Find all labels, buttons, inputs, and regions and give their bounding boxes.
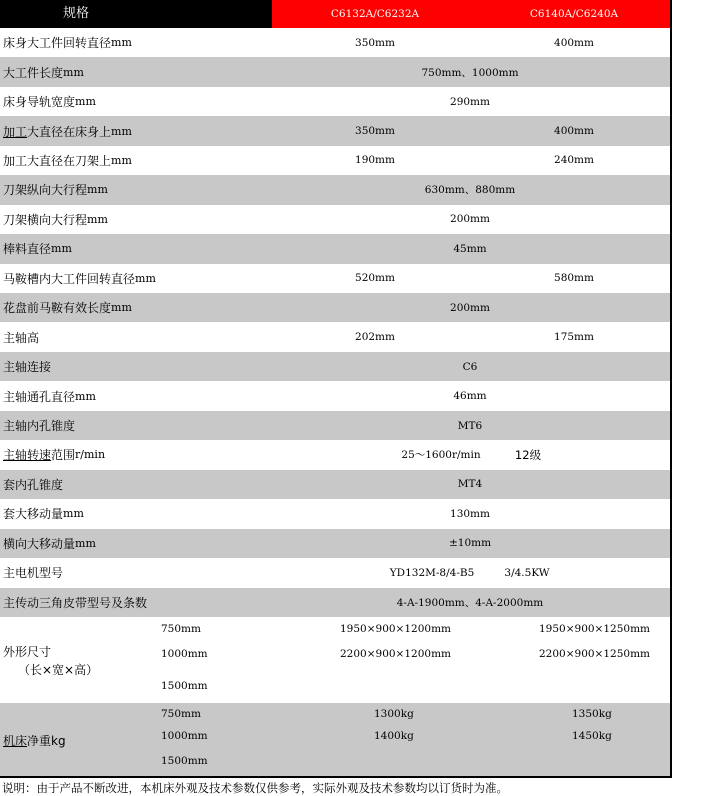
- spec-label: 棒料直径 mm: [3, 242, 72, 257]
- spec-row: [0, 87, 670, 116]
- weight-length-750: 750mm: [161, 708, 201, 720]
- spec-label: 刀架纵向大行程 mm: [3, 183, 108, 198]
- spec-value: MT4: [457, 478, 483, 491]
- spec-value-model-1: 190mm: [355, 154, 395, 167]
- dims-label-sub: （长×宽×高）: [18, 663, 99, 677]
- weight-c2-750: 1350kg: [572, 708, 612, 720]
- spec-value: 4-A-1900mm、4-A-2000mm: [396, 596, 544, 609]
- spec-row: [0, 470, 670, 499]
- spec-label: 横向大移动量 mm: [3, 536, 96, 551]
- spec-value: 630mm、880mm: [424, 184, 516, 197]
- spec-row: [0, 323, 670, 352]
- spec-value-extra: 3/4.5KW: [504, 566, 550, 579]
- spec-value: 45mm: [453, 242, 487, 255]
- weight-row: [0, 703, 670, 776]
- footnote: 说明：由于产品不断改进，本机床外观及技术参数仅供参考，实际外观及技术参数均以订货时为准。: [2, 781, 508, 795]
- spec-row: [0, 28, 670, 57]
- spec-value: 200mm: [450, 301, 490, 314]
- dims-row: [0, 617, 670, 702]
- weight-c1-750: 1300kg: [374, 708, 414, 720]
- spec-row: [0, 175, 670, 204]
- spec-label: 加工 大直径在床身上 mm: [3, 124, 132, 139]
- header-models: [272, 0, 670, 28]
- dims-length-1000: 1000mm: [161, 648, 208, 660]
- spec-row: [0, 529, 670, 558]
- spec-label: 主轴高: [3, 330, 40, 345]
- table-header: [0, 0, 670, 28]
- spec-label: 套大移动量 mm: [3, 507, 84, 522]
- spec-value: ±10mm: [448, 537, 492, 550]
- spec-row: [0, 146, 670, 175]
- spec-value-model-2: 400mm: [554, 125, 594, 138]
- spec-value-model-2: 400mm: [554, 36, 594, 49]
- spec-label: 刀架横向大行程 mm: [3, 212, 108, 227]
- spec-row: [0, 57, 670, 86]
- weight-c1-1000: 1400kg: [374, 730, 414, 742]
- dims-c2-1000: 2200×900×1250mm: [539, 648, 650, 660]
- weight-length-1500: 1500mm: [161, 755, 208, 767]
- spec-label: 马鞍槽内大工件回转直径 mm: [3, 271, 156, 286]
- spec-label: 主轴转速 范围 r/min: [3, 448, 106, 463]
- spec-label: 加工大直径在刀架上 mm: [3, 153, 132, 168]
- spec-row: [0, 116, 670, 145]
- spec-value: 290mm: [450, 95, 490, 108]
- spec-label: 主轴内孔锥度: [3, 419, 76, 434]
- spec-value-model-1: 350mm: [355, 36, 395, 49]
- spec-row: [0, 381, 670, 410]
- spec-label: 套内孔锥度: [3, 477, 64, 492]
- spec-row: [0, 234, 670, 263]
- spec-value: 25～1600r/min: [401, 449, 481, 462]
- spec-label: 主传动三角皮带型号及条数: [3, 595, 148, 610]
- dims-c1-1000: 2200×900×1200mm: [340, 648, 451, 660]
- spec-row: [0, 499, 670, 528]
- spec-label: 主轴通孔直径 mm: [3, 389, 96, 404]
- spec-value: 46mm: [453, 390, 487, 403]
- spec-row: [0, 352, 670, 381]
- spec-value: 750mm、1000mm: [421, 66, 519, 79]
- dims-c2-750: 1950×900×1250mm: [539, 623, 650, 635]
- weight-label: 机床净重kg: [3, 734, 66, 748]
- spec-value-model-2: 175mm: [554, 331, 594, 344]
- spec-value-model-2: 240mm: [554, 154, 594, 167]
- spec-label: 主电机型号: [3, 566, 64, 581]
- spec-row: [0, 588, 670, 617]
- spec-row: [0, 558, 670, 587]
- spec-row: [0, 411, 670, 440]
- spec-value-model-1: 350mm: [355, 125, 395, 138]
- weight-c2-1000: 1450kg: [572, 730, 612, 742]
- spec-value: YD132M-8/4-B5: [389, 566, 475, 579]
- spec-value-model-1: 520mm: [355, 272, 395, 285]
- spec-value-model-1: 202mm: [355, 331, 395, 344]
- spec-row: [0, 264, 670, 293]
- header-model-1: C6132A/C6232A: [330, 8, 420, 20]
- spec-label: 大工件长度 mm: [3, 65, 84, 80]
- spec-value: 200mm: [450, 213, 490, 226]
- spec-value-model-2: 580mm: [554, 272, 594, 285]
- spec-label: 床身导轨宽度 mm: [3, 95, 96, 110]
- spec-row: [0, 293, 670, 322]
- dims-c1-750: 1950×900×1200mm: [340, 623, 451, 635]
- weight-length-1000: 1000mm: [161, 730, 208, 742]
- spec-value: C6: [462, 360, 478, 373]
- spec-value-extra: 12级: [514, 447, 542, 462]
- header-spec: 规格: [0, 0, 272, 28]
- spec-label: 主轴连接: [3, 360, 52, 375]
- spec-value: 130mm: [450, 507, 490, 520]
- spec-label: 花盘前马鞍有效长度 mm: [3, 301, 132, 316]
- spec-row: [0, 440, 670, 469]
- spec-row: [0, 205, 670, 234]
- dims-length-1500: 1500mm: [161, 680, 208, 692]
- spec-label: 床身大工件回转直径 mm: [3, 36, 132, 51]
- header-model-2: C6140A/C6240A: [529, 8, 619, 20]
- dims-label: 外形尺寸: [3, 645, 52, 659]
- dims-length-750: 750mm: [161, 623, 201, 635]
- spec-value: MT6: [457, 419, 483, 432]
